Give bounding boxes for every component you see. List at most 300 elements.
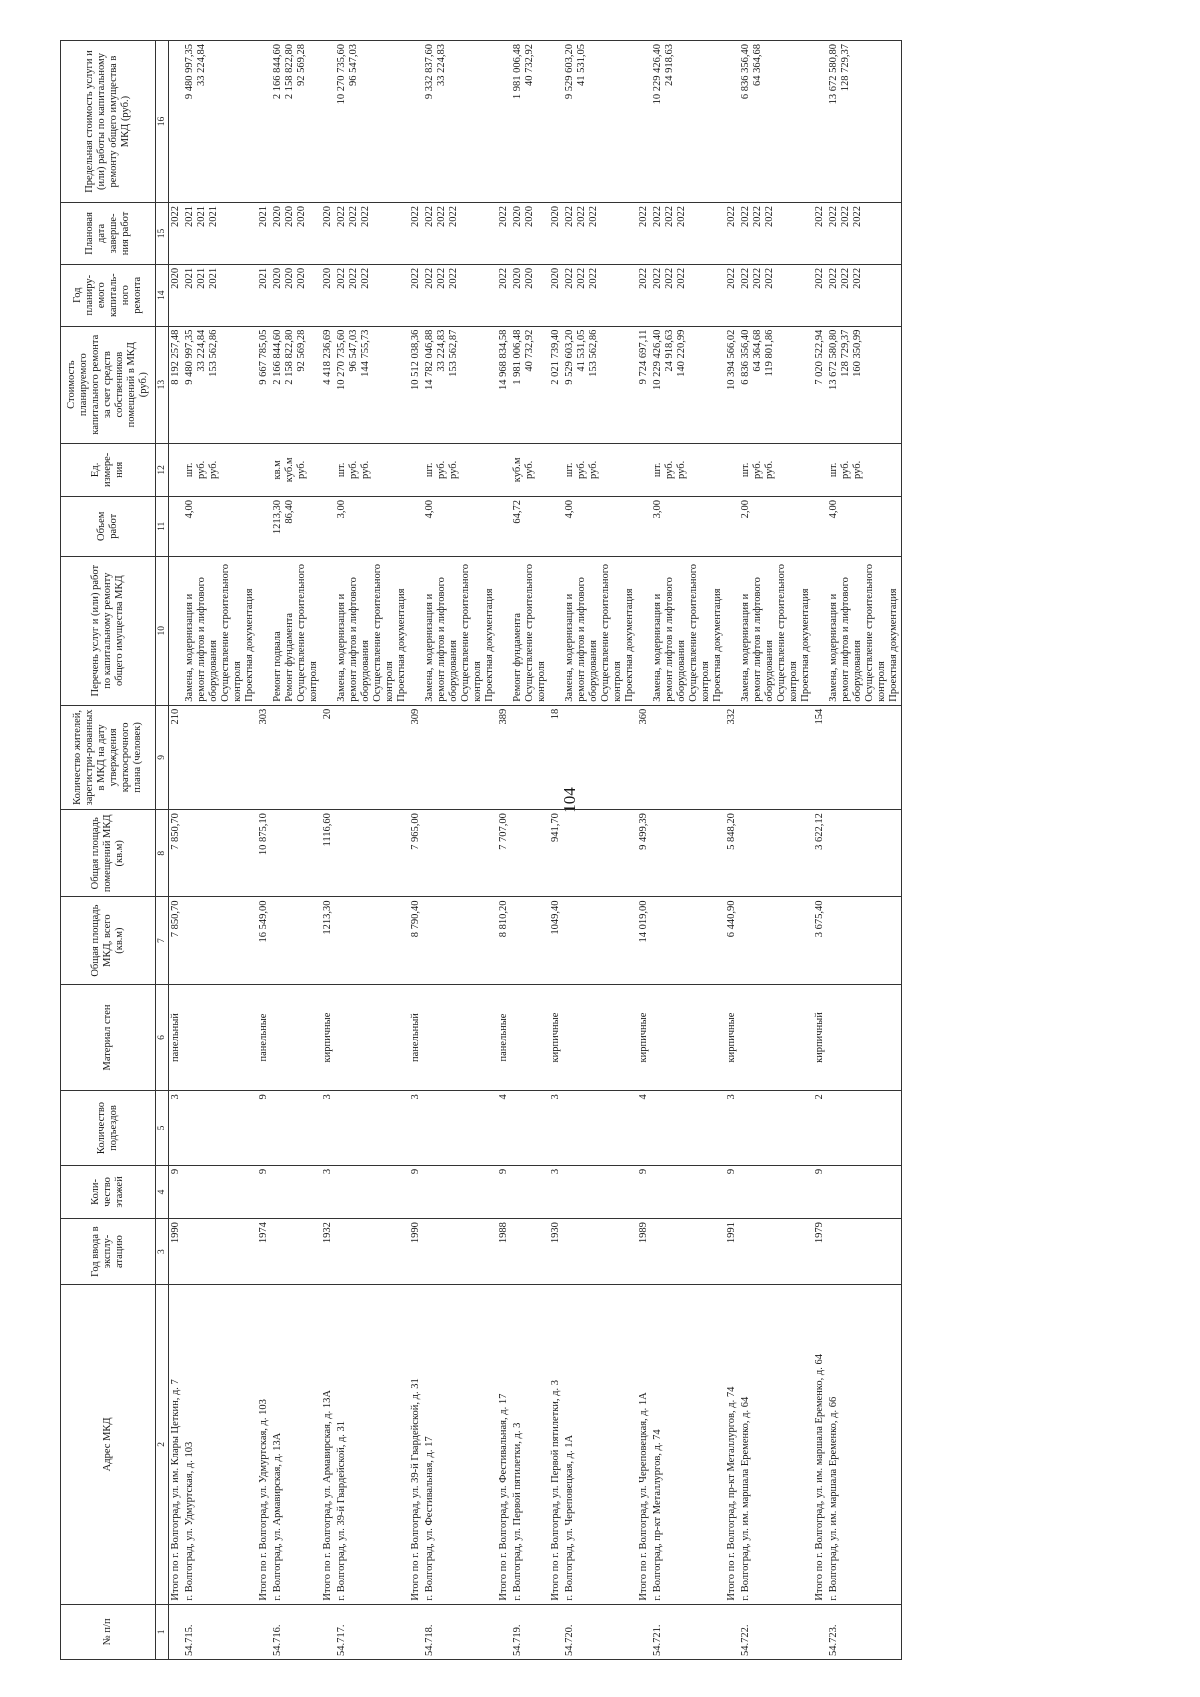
column-header: Адрес МКД xyxy=(61,1285,156,1605)
cell-res: 210 xyxy=(169,705,184,809)
cell-yr-line: 2022 xyxy=(764,267,775,289)
cell-res: 18 xyxy=(549,705,563,809)
cell-works-line: Ремонт подвала xyxy=(272,631,283,702)
cell-unit-line: шт. xyxy=(652,462,663,478)
table-row-object xyxy=(827,41,902,1660)
table-row-total xyxy=(725,41,739,1660)
cell-unit-line: куб.м xyxy=(512,457,523,483)
cell-yr-line: 2022 xyxy=(564,267,575,289)
cell-unit-line: шт. xyxy=(564,462,575,478)
cell-limit xyxy=(563,41,637,203)
cell-works-line: Осуществление строительного контроля xyxy=(372,563,395,702)
cell-cost xyxy=(725,326,739,443)
cell-end-line: 2021 xyxy=(196,206,207,228)
cell-works-line: Проектная документация xyxy=(624,588,635,702)
cell-end-line: 2021 xyxy=(208,206,219,228)
cell-entr: 3 xyxy=(725,1091,739,1166)
cell-unit-line: руб. xyxy=(448,460,459,479)
cell-cost-line: 92 569,28 xyxy=(296,329,307,372)
cell-limit xyxy=(169,41,184,203)
cell-works-line: Замена, модернизация и ремонт лифтов и лифтового оборудования xyxy=(424,577,459,702)
cell-end-line: 2020 xyxy=(512,206,523,228)
cell-entr: 2 xyxy=(813,1091,827,1166)
cell-num xyxy=(725,1604,739,1659)
cell-works-line: Осуществление строительного контроля xyxy=(688,563,711,702)
cell-cost-line: 13 672 580,80 xyxy=(828,329,839,390)
cell-yr xyxy=(409,264,423,326)
cell-res xyxy=(335,705,409,809)
cell-limit-line: 1 981 006,48 xyxy=(512,44,523,100)
cell-vol xyxy=(335,496,409,556)
cell-end-line: 2022 xyxy=(424,206,435,228)
cell-end-line: 2022 xyxy=(410,206,421,228)
cell-floors: 9 xyxy=(813,1165,827,1218)
cell-works-line: Замена, модернизация и ремонт лифтов и лифтового оборудования xyxy=(828,577,863,702)
cell-unit-line: руб. xyxy=(852,460,863,479)
cell-wall xyxy=(651,984,725,1091)
cell-entr xyxy=(335,1091,409,1166)
cell-end-line: 2022 xyxy=(498,206,509,228)
cell-year xyxy=(423,1219,497,1285)
register-sheet xyxy=(60,40,1180,1660)
cell-limit xyxy=(549,41,563,203)
cell-yr-line: 2022 xyxy=(726,267,737,289)
cell-limit xyxy=(257,41,271,203)
cell-cost-line: 10 512 038,36 xyxy=(410,329,421,390)
cell-num xyxy=(257,1604,271,1659)
cell-yr-line: 2022 xyxy=(852,267,863,289)
cell-end-line: 2020 xyxy=(524,206,535,228)
cell-works xyxy=(321,556,335,705)
table-body xyxy=(169,41,902,1660)
cell-yr xyxy=(183,264,257,326)
cell-entr: 3 xyxy=(549,1091,563,1166)
cell-wall: панельный xyxy=(169,984,184,1091)
cell-vol xyxy=(409,496,423,556)
cell-num: 54.718. xyxy=(423,1604,497,1659)
cell-limit xyxy=(271,41,321,203)
cell-res xyxy=(651,705,725,809)
cell-cost-line: 9 724 697,11 xyxy=(638,329,649,385)
cell-end-line: 2022 xyxy=(576,206,587,228)
column-number: 15 xyxy=(156,203,169,265)
cell-end xyxy=(257,203,271,265)
table-row-total xyxy=(321,41,335,1660)
cell-parea xyxy=(651,810,725,897)
cell-works-line: Осуществление строительного контроля xyxy=(220,563,243,702)
cell-end-line: 2020 xyxy=(272,206,283,228)
cell-end xyxy=(739,203,813,265)
cell-unit-line: кв.м xyxy=(272,460,283,480)
cell-vol xyxy=(497,496,511,556)
cell-end-line: 2020 xyxy=(296,206,307,228)
cell-res xyxy=(563,705,637,809)
cell-limit-line: 64 364,68 xyxy=(752,44,763,86)
table-row-object xyxy=(335,41,409,1660)
cell-cost-line: 33 224,83 xyxy=(436,329,447,372)
cell-end xyxy=(725,203,739,265)
cell-year xyxy=(511,1219,549,1285)
cell-area: 14 019,00 xyxy=(637,897,651,984)
cell-limit-line: 33 224,84 xyxy=(196,44,207,86)
column-number: 2 xyxy=(156,1285,169,1605)
cell-entr xyxy=(827,1091,902,1166)
cell-end-line: 2022 xyxy=(828,206,839,228)
header-row xyxy=(61,41,156,1660)
cell-parea xyxy=(335,810,409,897)
cell-year: 1990 xyxy=(169,1219,184,1285)
cell-end-line: 2022 xyxy=(664,206,675,228)
cell-wall xyxy=(563,984,637,1091)
cell-res: 303 xyxy=(257,705,271,809)
table-row-total xyxy=(637,41,651,1660)
cell-res: 20 xyxy=(321,705,335,809)
cell-wall: кирпичные xyxy=(725,984,739,1091)
cell-num xyxy=(549,1604,563,1659)
cell-yr-line: 2020 xyxy=(524,267,535,289)
cell-vol xyxy=(511,496,549,556)
cell-parea: 5 848,20 xyxy=(725,810,739,897)
cell-cost-line: 128 729,37 xyxy=(840,329,851,377)
cell-end xyxy=(271,203,321,265)
cell-vol-line: 86,40 xyxy=(284,499,295,524)
cell-cost-line: 4 418 236,69 xyxy=(322,329,333,385)
cell-works-line: Проектная документация xyxy=(244,588,255,702)
cell-vol xyxy=(725,496,739,556)
cell-limit-line: 33 224,83 xyxy=(436,44,447,86)
cell-works-line: Проектная документация xyxy=(800,588,811,702)
cell-wall: панельные xyxy=(257,984,271,1091)
cell-addr: г. Волгоград, ул. Череповецкая, д. 1А xyxy=(563,1285,637,1605)
cell-year: 1988 xyxy=(497,1219,511,1285)
cell-addr: Итого по г. Волгоград, ул. Череповецкая, д. 1А xyxy=(637,1285,651,1605)
cell-res xyxy=(423,705,497,809)
column-header: Перечень услуг и (или) работ по капитальному ремонту общего имущества МКД xyxy=(61,556,156,705)
cell-works xyxy=(423,556,497,705)
cell-vol xyxy=(813,496,827,556)
cell-parea xyxy=(271,810,321,897)
cell-works-line: Осуществление строительного контроля xyxy=(864,563,887,702)
cell-works-line: Проектная документация xyxy=(484,588,495,702)
cell-cost-line: 7 020 522,94 xyxy=(814,329,825,385)
cell-limit-line: 10 229 426,40 xyxy=(652,44,663,105)
cell-wall xyxy=(511,984,549,1091)
cell-yr-line: 2022 xyxy=(436,267,447,289)
cell-area: 8 790,40 xyxy=(409,897,423,984)
cell-limit-line: 9 332 837,60 xyxy=(424,44,435,100)
cell-yr-line: 2021 xyxy=(196,267,207,289)
cell-end-line: 2022 xyxy=(448,206,459,228)
cell-area: 3 675,40 xyxy=(813,897,827,984)
cell-area xyxy=(563,897,637,984)
cell-addr: г. Волгоград, ул. Удмуртская, д. 103 xyxy=(183,1285,257,1605)
cell-parea: 941,70 xyxy=(549,810,563,897)
cell-cost xyxy=(651,326,725,443)
page-number: 104 xyxy=(560,787,579,813)
cell-cost-line: 14 968 834,58 xyxy=(498,329,509,390)
cell-unit-line: руб. xyxy=(752,460,763,479)
cell-end-line: 2022 xyxy=(652,206,663,228)
cell-cost-line: 9 667 785,05 xyxy=(258,329,269,385)
cell-year: 1989 xyxy=(637,1219,651,1285)
column-number: 11 xyxy=(156,496,169,556)
cell-floors: 9 xyxy=(169,1165,184,1218)
cell-end-line: 2020 xyxy=(284,206,295,228)
cell-parea: 7 850,70 xyxy=(169,810,184,897)
cell-end-line: 2022 xyxy=(336,206,347,228)
cell-entr: 3 xyxy=(409,1091,423,1166)
column-header: Количество жителей, зарегистри-рованных в МКД на дату утверждения краткосрочного плана (человек) xyxy=(61,705,156,809)
cell-num xyxy=(637,1604,651,1659)
cell-works xyxy=(637,556,651,705)
cell-floors xyxy=(335,1165,409,1218)
cell-num: 54.715. xyxy=(183,1604,257,1659)
cell-wall: кирпичные xyxy=(549,984,563,1091)
cell-end-line: 2022 xyxy=(348,206,359,228)
table-row-object xyxy=(739,41,813,1660)
table-row-total xyxy=(169,41,184,1660)
cell-end xyxy=(497,203,511,265)
cell-end-line: 2022 xyxy=(436,206,447,228)
cell-works-line: Замена, модернизация и ремонт лифтов и лифтового оборудования xyxy=(564,577,599,702)
cell-wall: кирпичный xyxy=(813,984,827,1091)
cell-entr: 3 xyxy=(169,1091,184,1166)
cell-yr xyxy=(725,264,739,326)
cell-parea xyxy=(511,810,549,897)
cell-res xyxy=(827,705,902,809)
cell-end xyxy=(423,203,497,265)
cell-entr: 4 xyxy=(637,1091,651,1166)
column-number: 4 xyxy=(156,1165,169,1218)
cell-unit-line: руб. xyxy=(676,460,687,479)
cell-cost-line: 10 394 566,02 xyxy=(726,329,737,390)
column-number: 12 xyxy=(156,443,169,496)
cell-yr-line: 2022 xyxy=(814,267,825,289)
table-row-total xyxy=(257,41,271,1660)
cell-addr: Итого по г. Волгоград, ул. им. маршала Еременко, д. 64 xyxy=(813,1285,827,1605)
column-number: 1 xyxy=(156,1604,169,1659)
column-header: Общая площадь помещений МКД (кв.м) xyxy=(61,810,156,897)
cell-limit xyxy=(321,41,335,203)
cell-yr-line: 2022 xyxy=(676,267,687,289)
cell-yr-line: 2022 xyxy=(664,267,675,289)
cell-wall xyxy=(827,984,902,1091)
cell-works xyxy=(183,556,257,705)
cell-unit-line: руб. xyxy=(664,460,675,479)
cell-cost-line: 64 364,68 xyxy=(752,329,763,372)
cell-unit xyxy=(423,443,497,496)
cell-unit xyxy=(271,443,321,496)
cell-cost xyxy=(827,326,902,443)
cell-year xyxy=(335,1219,409,1285)
cell-yr-line: 2021 xyxy=(184,267,195,289)
cell-yr-line: 2020 xyxy=(550,267,561,289)
column-number: 5 xyxy=(156,1091,169,1166)
cell-parea: 3 622,12 xyxy=(813,810,827,897)
cell-unit xyxy=(725,443,739,496)
cell-addr: Итого по г. Волгоград, ул. Удмуртская, д. 103 xyxy=(257,1285,271,1605)
cell-entr: 3 xyxy=(321,1091,335,1166)
cell-parea xyxy=(423,810,497,897)
column-header: Ед. измере-ния xyxy=(61,443,156,496)
cell-vol xyxy=(739,496,813,556)
cell-unit-line: руб. xyxy=(436,460,447,479)
cell-yr-line: 2020 xyxy=(170,267,181,289)
cell-unit xyxy=(335,443,409,496)
cell-wall: кирпичные xyxy=(637,984,651,1091)
column-header: Предельная стоимость услуги и (или) работы по капитальному ремонту общего имущества в МКД (руб.) xyxy=(61,41,156,203)
cell-cost xyxy=(257,326,271,443)
cell-vol-line: 4,00 xyxy=(564,499,575,519)
cell-end-line: 2022 xyxy=(726,206,737,228)
column-header: Коли-чество этажей xyxy=(61,1165,156,1218)
cell-yr-line: 2022 xyxy=(336,267,347,289)
table-row-object xyxy=(423,41,497,1660)
cell-yr-line: 2022 xyxy=(348,267,359,289)
cell-yr-line: 2022 xyxy=(828,267,839,289)
cell-works-line: Проектная документация xyxy=(712,588,723,702)
cell-end-line: 2022 xyxy=(840,206,851,228)
cell-works-line: Осуществление строительного контроля xyxy=(776,563,799,702)
cell-wall xyxy=(271,984,321,1091)
cell-year xyxy=(827,1219,902,1285)
cell-parea xyxy=(739,810,813,897)
cell-unit-line: шт. xyxy=(336,462,347,478)
cell-yr-line: 2022 xyxy=(448,267,459,289)
cell-wall xyxy=(739,984,813,1091)
cell-yr-line: 2022 xyxy=(652,267,663,289)
cell-works-line: Проектная документация xyxy=(396,588,407,702)
cell-vol-line: 3,00 xyxy=(336,499,347,519)
cell-unit-line: руб. xyxy=(348,460,359,479)
cell-cost-line: 140 220,99 xyxy=(676,329,687,377)
cell-yr-line: 2020 xyxy=(512,267,523,289)
table-row-object xyxy=(651,41,725,1660)
cell-end-line: 2020 xyxy=(322,206,333,228)
cell-limit xyxy=(651,41,725,203)
cell-limit xyxy=(511,41,549,203)
cell-unit xyxy=(321,443,335,496)
cell-cost-line: 14 782 046,88 xyxy=(424,329,435,390)
cell-limit-line: 24 918,63 xyxy=(664,44,675,86)
cell-num: 54.719. xyxy=(511,1604,549,1659)
cell-yr xyxy=(497,264,511,326)
cell-limit-line: 92 569,28 xyxy=(296,44,307,86)
cell-yr-line: 2022 xyxy=(588,267,599,289)
cell-num: 54.721. xyxy=(651,1604,725,1659)
cell-addr: г. Волгоград, ул. Армавирская, д. 13А xyxy=(271,1285,321,1605)
cell-works-line: Осуществление строительного контроля xyxy=(460,563,483,702)
cell-end-line: 2021 xyxy=(184,206,195,228)
cell-cost xyxy=(563,326,637,443)
cell-end-line: 2022 xyxy=(676,206,687,228)
cell-yr-line: 2022 xyxy=(360,267,371,289)
cell-works-line: Замена, модернизация и ремонт лифтов и лифтового оборудования xyxy=(652,577,687,702)
cell-unit-line: шт. xyxy=(740,462,751,478)
cell-unit xyxy=(651,443,725,496)
cell-works xyxy=(335,556,409,705)
cell-unit xyxy=(813,443,827,496)
cell-year: 1974 xyxy=(257,1219,271,1285)
column-number: 6 xyxy=(156,984,169,1091)
cell-limit xyxy=(423,41,497,203)
cell-unit-line: шт. xyxy=(424,462,435,478)
cell-vol-line: 4,00 xyxy=(184,499,195,519)
cell-limit xyxy=(183,41,257,203)
cell-works-line: Осуществление строительного контроля xyxy=(296,563,319,702)
cell-yr-line: 2020 xyxy=(322,267,333,289)
cell-limit-line: 128 729,37 xyxy=(840,44,851,92)
cell-yr xyxy=(813,264,827,326)
cell-cost xyxy=(497,326,511,443)
cell-vol-line: 4,00 xyxy=(424,499,435,519)
cell-yr-line: 2020 xyxy=(296,267,307,289)
cell-unit xyxy=(739,443,813,496)
cell-unit xyxy=(257,443,271,496)
cell-limit-line: 6 836 356,40 xyxy=(740,44,751,100)
cell-wall: кирпичные xyxy=(321,984,335,1091)
cell-yr-line: 2022 xyxy=(752,267,763,289)
cell-cost-line: 153 562,86 xyxy=(588,329,599,377)
cell-cost xyxy=(321,326,335,443)
cell-floors xyxy=(511,1165,549,1218)
cell-limit xyxy=(739,41,813,203)
cell-works xyxy=(827,556,902,705)
cell-cost xyxy=(169,326,184,443)
cell-area: 6 440,90 xyxy=(725,897,739,984)
cell-res: 360 xyxy=(637,705,651,809)
cell-num: 54.722. xyxy=(739,1604,813,1659)
cell-end-line: 2022 xyxy=(170,206,181,228)
cell-floors xyxy=(651,1165,725,1218)
cell-parea: 7 965,00 xyxy=(409,810,423,897)
cell-entr: 4 xyxy=(497,1091,511,1166)
cell-cost xyxy=(271,326,321,443)
cell-cost-line: 119 801,86 xyxy=(764,329,775,377)
cell-end xyxy=(409,203,423,265)
cell-cost-line: 6 836 356,40 xyxy=(740,329,751,385)
cell-num xyxy=(321,1604,335,1659)
cell-floors: 9 xyxy=(497,1165,511,1218)
cell-area xyxy=(739,897,813,984)
cell-parea: 7 707,00 xyxy=(497,810,511,897)
cell-floors xyxy=(827,1165,902,1218)
cell-end-line: 2022 xyxy=(852,206,863,228)
cell-end-line: 2022 xyxy=(814,206,825,228)
cell-addr: Итого по г. Волгоград, ул. Армавирская, д. 13А xyxy=(321,1285,335,1605)
cell-works-line: Замена, модернизация и ремонт лифтов и лифтового оборудования xyxy=(740,577,775,702)
cell-floors xyxy=(271,1165,321,1218)
cell-yr-line: 2022 xyxy=(638,267,649,289)
cell-unit-line: куб.м xyxy=(284,457,295,483)
cell-cost-line: 24 918,63 xyxy=(664,329,675,372)
cell-cost-line: 10 229 426,40 xyxy=(652,329,663,390)
cell-cost xyxy=(183,326,257,443)
cell-cost xyxy=(335,326,409,443)
table-row-total xyxy=(497,41,511,1660)
cell-works xyxy=(409,556,423,705)
cell-entr xyxy=(183,1091,257,1166)
cell-unit xyxy=(549,443,563,496)
cell-yr xyxy=(637,264,651,326)
cell-end xyxy=(813,203,827,265)
cell-area xyxy=(827,897,902,984)
column-number: 13 xyxy=(156,326,169,443)
cell-area xyxy=(183,897,257,984)
cell-end xyxy=(827,203,902,265)
cell-num xyxy=(409,1604,423,1659)
cell-year xyxy=(739,1219,813,1285)
